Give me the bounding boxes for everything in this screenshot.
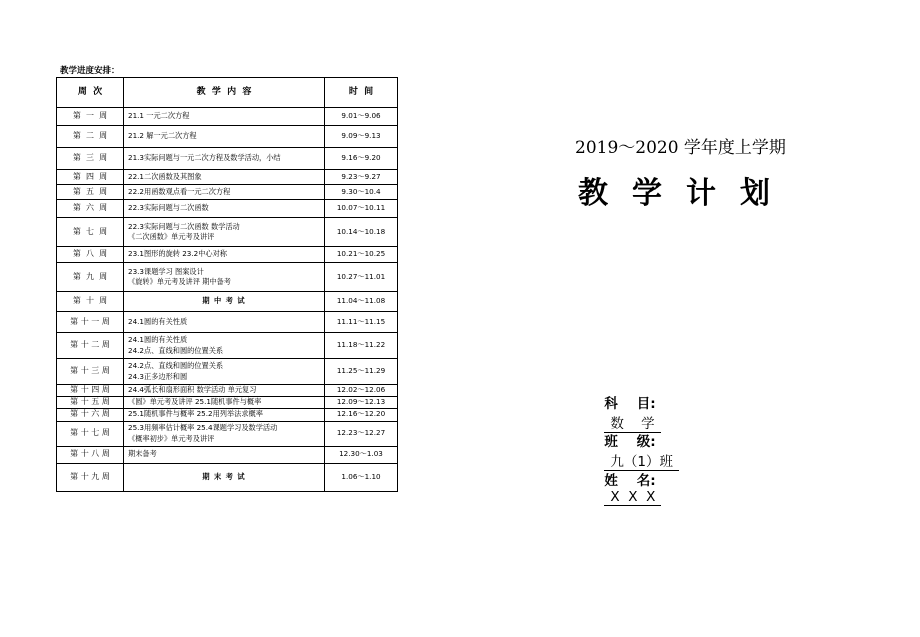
time-cell: 12.09～12.13 <box>325 397 398 409</box>
week-cell: 第 二 周 <box>57 126 124 148</box>
week-cell: 第 十 八 周 <box>57 446 124 463</box>
content-line: 23.3课题学习 图案设计 <box>128 266 204 276</box>
school-year: 2019～2020 学年度上学期 <box>575 138 786 158</box>
week-cell: 第 十 一 周 <box>57 312 124 333</box>
name-value: X X X <box>604 489 661 506</box>
time-cell: 11.11～11.15 <box>325 312 398 333</box>
week-cell: 第 十 七 周 <box>57 421 124 446</box>
time-cell: 9.09～9.13 <box>325 126 398 148</box>
header-time: 时 间 <box>325 78 398 108</box>
content-line: 21.1 一元二次方程 <box>128 111 190 121</box>
time-cell: 12.16～12.20 <box>325 408 398 421</box>
subject-label: 科 目: <box>604 396 656 412</box>
table-row <box>57 185 398 200</box>
content-line: 《旋转》单元考及讲评 期中备考 <box>128 277 231 286</box>
time-cell: 11.04～11.08 <box>325 292 398 312</box>
content-line: 24.3正多边形和圆 <box>128 371 188 381</box>
plan-title: 教学计划 <box>578 176 794 211</box>
content-line: 24.1圆的有关性质 <box>128 316 188 326</box>
content-cell <box>124 108 325 126</box>
content-line: 期末备考 <box>128 449 157 459</box>
content-line: 22.1二次函数及其图象 <box>128 171 202 181</box>
content-line: 23.1图形的旋转 23.2中心对称 <box>128 249 227 259</box>
time-cell: 12.02～12.06 <box>325 385 398 397</box>
content-cell <box>124 263 325 292</box>
week-cell: 第 七 周 <box>57 218 124 247</box>
time-cell: 12.23～12.27 <box>325 421 398 446</box>
content-cell <box>124 408 325 421</box>
header-content: 教 学 内 容 <box>124 78 325 108</box>
name-row <box>595 453 661 506</box>
table-row <box>57 397 398 409</box>
class-value: 九（1）班 <box>604 450 679 471</box>
time-cell: 10.14～10.18 <box>325 218 398 247</box>
content-line: 期 中 考 试 <box>202 296 246 306</box>
content-line: 22.3实际问题与二次函数 数学活动 <box>128 221 240 231</box>
name-label: 姓 名: <box>604 473 656 489</box>
table-row <box>57 292 398 312</box>
week-cell: 第 十 周 <box>57 292 124 312</box>
table-row <box>57 200 398 218</box>
time-cell: 9.23～9.27 <box>325 170 398 185</box>
content-cell <box>124 218 325 247</box>
subject-value: 数 学 <box>604 412 660 433</box>
week-cell: 第 十 二 周 <box>57 333 124 359</box>
content-line: 24.2点、直线和圆的位置关系 <box>128 345 224 355</box>
content-cell <box>124 126 325 148</box>
content-line: 24.1圆的有关性质 <box>128 335 188 344</box>
content-cell <box>124 463 325 491</box>
table-row <box>57 126 398 148</box>
content-cell <box>124 359 325 385</box>
week-cell: 第 三 周 <box>57 148 124 170</box>
content-cell <box>124 397 325 409</box>
week-cell: 第 十 三 周 <box>57 359 124 385</box>
content-line: 22.2用函数观点看一元二次方程 <box>128 186 231 196</box>
content-cell <box>124 312 325 333</box>
time-cell: 9.16～9.20 <box>325 148 398 170</box>
week-cell: 第 九 周 <box>57 263 124 292</box>
time-cell: 10.27～11.01 <box>325 263 398 292</box>
week-cell: 第 十 五 周 <box>57 397 124 409</box>
table-row <box>57 148 398 170</box>
content-line: 《圆》单元考及讲评 25.1随机事件与概率 <box>128 397 262 406</box>
time-cell: 1.06～1.10 <box>325 463 398 491</box>
content-cell <box>124 185 325 200</box>
content-cell <box>124 292 325 312</box>
time-cell: 10.07～10.11 <box>325 200 398 218</box>
schedule-heading: 教学进度安排： <box>60 66 120 76</box>
content-cell <box>124 247 325 263</box>
content-cell <box>124 385 325 397</box>
table-row <box>57 446 398 463</box>
week-cell: 第 十 九 周 <box>57 463 124 491</box>
schedule-table <box>56 77 398 492</box>
header-week: 周 次 <box>57 78 124 108</box>
class-label: 班 级: <box>604 434 656 450</box>
table-row <box>57 170 398 185</box>
table-row <box>57 385 398 397</box>
time-cell: 11.18～11.22 <box>325 333 398 359</box>
table-row <box>57 312 398 333</box>
content-cell <box>124 170 325 185</box>
table-row <box>57 218 398 247</box>
time-cell: 9.30～10.4 <box>325 185 398 200</box>
week-cell: 第 八 周 <box>57 247 124 263</box>
content-line: 25.1随机事件与概率 25.2用列举法求概率 <box>128 409 263 419</box>
table-row <box>57 408 398 421</box>
table-row <box>57 359 398 385</box>
table-row <box>57 421 398 446</box>
week-cell: 第 六 周 <box>57 200 124 218</box>
week-cell: 第 五 周 <box>57 185 124 200</box>
content-line: 25.3用频率估计概率 25.4课题学习及数学活动 <box>128 423 278 432</box>
content-cell <box>124 333 325 359</box>
table-row <box>57 333 398 359</box>
time-cell: 12.30～1.03 <box>325 446 398 463</box>
schedule-body <box>57 108 398 492</box>
week-cell: 第 四 周 <box>57 170 124 185</box>
table-row <box>57 108 398 126</box>
content-cell <box>124 421 325 446</box>
content-cell <box>124 148 325 170</box>
week-cell: 第 十 四 周 <box>57 385 124 397</box>
content-line: 24.4弧长和扇形面积 数学活动 单元复习 <box>128 385 257 395</box>
time-cell: 11.25～11.29 <box>325 359 398 385</box>
content-line: 期 末 考 试 <box>202 471 246 481</box>
time-cell: 10.21～10.25 <box>325 247 398 263</box>
table-row <box>57 247 398 263</box>
content-line: 《概率初步》单元考及讲评 <box>128 433 215 443</box>
table-row <box>57 463 398 491</box>
content-line: 《二次函数》单元考及讲评 <box>128 232 215 241</box>
content-line: 24.2点、直线和圆的位置关系 <box>128 361 224 370</box>
content-line: 21.2 解一元二次方程 <box>128 131 197 141</box>
week-cell: 第 一 周 <box>57 108 124 126</box>
content-line: 21.3实际问题与一元二次方程及数学活动，小结 <box>128 153 281 163</box>
content-cell <box>124 446 325 463</box>
table-row <box>57 263 398 292</box>
content-line: 22.3实际问题与二次函数 <box>128 203 209 213</box>
content-cell <box>124 200 325 218</box>
week-cell: 第 十 六 周 <box>57 408 124 421</box>
table-header-row <box>57 78 398 108</box>
time-cell: 9.01～9.06 <box>325 108 398 126</box>
